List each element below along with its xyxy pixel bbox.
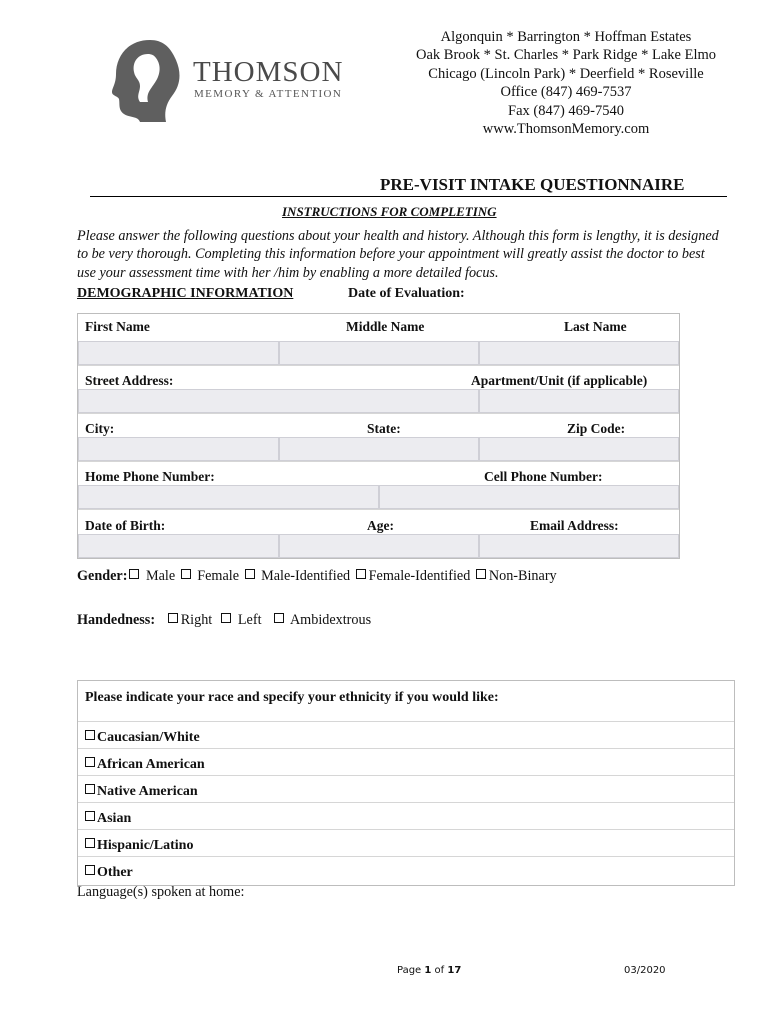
first-name-label: First Name: [85, 319, 150, 334]
race-question: Please indicate your race and specify your ethnicity if you would like:: [85, 690, 499, 705]
row-divider: [78, 509, 679, 510]
state-field[interactable]: [279, 437, 479, 461]
instructions-text: Please answer the following questions about your health and history. Although this form is lengthy, it is designed to be very thorough. Completing this information before your appointment will greatly assist the doctor to best use your assessment time with her /him by enabling a more detailed focus.: [77, 228, 719, 281]
cell-phone-field[interactable]: [379, 485, 679, 509]
zip-code-field[interactable]: [479, 437, 679, 461]
address-line: Oak Brook * St. Charles * Park Ridge * Lake Elmo: [415, 47, 717, 64]
zip-code-label: Zip Code:: [567, 421, 626, 436]
demographic-heading: DEMOGRAPHIC INFORMATION: [77, 286, 294, 301]
gender-female-identified-checkbox[interactable]: [356, 569, 366, 579]
gender-option-label: Female: [197, 568, 239, 584]
race-option-row[interactable]: [78, 802, 734, 829]
race-option-label: Asian: [97, 811, 132, 826]
last-name-label: Last Name: [564, 319, 627, 334]
date-of-birth-field[interactable]: [78, 534, 279, 558]
age-field[interactable]: [279, 534, 479, 558]
apartment-field[interactable]: [479, 389, 679, 413]
gender-option-label: Non-Binary: [488, 568, 557, 584]
middle-name-field[interactable]: [279, 341, 479, 365]
page-number: [397, 965, 461, 976]
handedness-option-label: Right: [180, 612, 213, 628]
race-option-row[interactable]: [78, 856, 734, 883]
race-other-checkbox[interactable]: [85, 865, 95, 875]
handedness-left-checkbox[interactable]: [221, 613, 231, 623]
gender-option-label: Male-Identified: [261, 568, 351, 584]
race-option-label: Native American: [97, 784, 198, 799]
page-of: of: [431, 965, 448, 976]
address-line: Algonquin * Barrington * Hoffman Estates: [440, 29, 692, 45]
last-name-field[interactable]: [479, 341, 679, 365]
handedness-ambidextrous-checkbox[interactable]: [274, 613, 284, 623]
office-phone: Office (847) 469-7537: [500, 84, 632, 101]
race-asian-checkbox[interactable]: [85, 811, 95, 821]
cell-phone-label: Cell Phone Number:: [484, 469, 603, 484]
home-phone-label: Home Phone Number:: [85, 469, 215, 484]
race-option-row[interactable]: [78, 829, 734, 856]
fax-number: Fax (847) 469-7540: [508, 102, 624, 119]
logo-tagline: MEMORY & ATTENTION: [194, 88, 343, 100]
page-prefix: Page: [397, 965, 425, 976]
gender-option-label: Female-Identified: [368, 568, 471, 584]
gender-female-checkbox[interactable]: [181, 569, 191, 579]
date-of-evaluation-label: Date of Evaluation:: [348, 286, 465, 301]
instructions-heading: INSTRUCTIONS FOR COMPLETING: [282, 204, 497, 219]
thomson-logo-icon: [110, 38, 182, 124]
email-address-label: Email Address:: [530, 518, 619, 533]
race-table: [77, 680, 735, 886]
handedness-label: Handedness:: [77, 612, 156, 628]
home-phone-field[interactable]: [78, 485, 379, 509]
handedness-row: [77, 612, 371, 629]
total-pages: 17: [447, 965, 462, 976]
street-address-field[interactable]: [78, 389, 479, 413]
gender-male-checkbox[interactable]: [129, 569, 139, 579]
form-title: PRE-VISIT INTAKE QUESTIONNAIRE: [380, 175, 685, 194]
city-field[interactable]: [78, 437, 279, 461]
race-native-american-checkbox[interactable]: [85, 784, 95, 794]
language-label: Language(s) spoken at home:: [77, 884, 245, 900]
row-divider: [78, 413, 679, 414]
age-label: Age:: [367, 518, 394, 533]
race-option-label: Hispanic/Latino: [97, 838, 194, 853]
race-option-label: Caucasian/White: [97, 730, 200, 745]
apartment-label: Apartment/Unit (if applicable): [471, 373, 648, 388]
gender-label: Gender:: [77, 568, 128, 584]
address-line: Chicago (Lincoln Park) * Deerfield * Roseville: [428, 65, 704, 82]
city-label: City:: [85, 421, 115, 436]
middle-name-label: Middle Name: [346, 319, 425, 334]
date-of-birth-label: Date of Birth:: [85, 518, 166, 533]
race-option-label: Other: [97, 865, 133, 880]
gender-option-label: Male: [145, 568, 176, 584]
first-name-field[interactable]: [78, 341, 279, 365]
row-divider: [78, 365, 679, 366]
revision-date: 03/2020: [624, 965, 666, 976]
row-divider: [78, 461, 679, 462]
race-option-label: African American: [97, 757, 205, 772]
gender-row: [77, 568, 557, 585]
street-address-label: Street Address:: [85, 373, 174, 388]
gender-non-binary-checkbox[interactable]: [476, 569, 486, 579]
email-address-field[interactable]: [479, 534, 679, 558]
demographic-table: [77, 313, 680, 559]
race-option-row[interactable]: [78, 775, 734, 802]
handedness-right-checkbox[interactable]: [168, 613, 178, 623]
gender-male-identified-checkbox[interactable]: [245, 569, 255, 579]
handedness-option-label: Ambidextrous: [289, 612, 372, 628]
website-link[interactable]: www.ThomsonMemory.com: [482, 121, 650, 138]
race-caucasian-checkbox[interactable]: [85, 730, 95, 740]
race-african-american-checkbox[interactable]: [85, 757, 95, 767]
race-option-row[interactable]: [78, 721, 734, 748]
race-option-row[interactable]: [78, 748, 734, 775]
address-block: [392, 28, 740, 138]
handedness-option-label: Left: [237, 612, 262, 628]
title-divider: [90, 196, 727, 197]
logo-wordmark: THOMSON: [193, 56, 344, 88]
current-page: 1: [424, 965, 432, 976]
state-label: State:: [367, 421, 401, 436]
race-hispanic-latino-checkbox[interactable]: [85, 838, 95, 848]
